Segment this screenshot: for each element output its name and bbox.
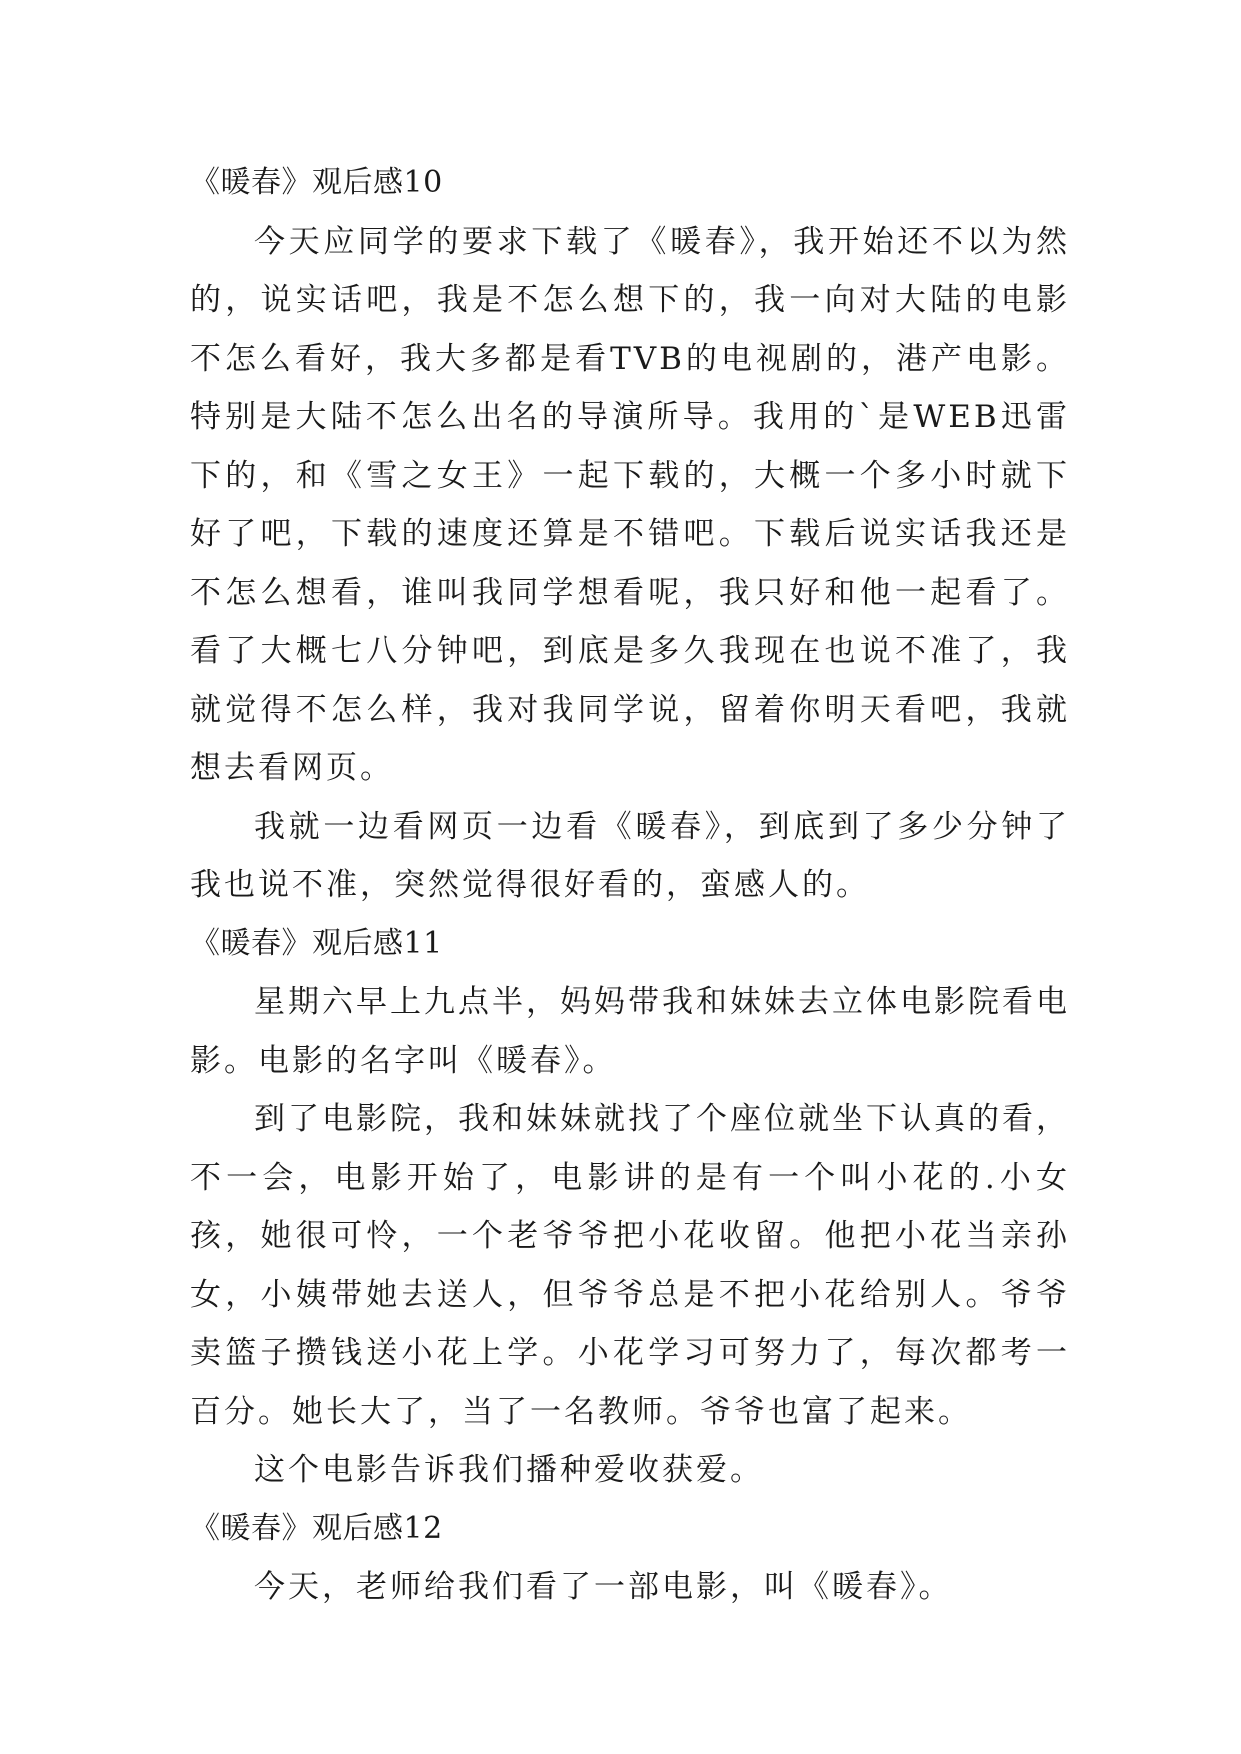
paragraph: 星期六早上九点半，妈妈带我和妹妹去立体电影院看电影。电影的名字叫《暖春》。 xyxy=(190,984,1070,1079)
section-heading-10: 《暖春》观后感10 xyxy=(190,165,443,200)
paragraph: 这个电影告诉我们播种爱收获爱。 xyxy=(254,1452,764,1488)
paragraph: 今天，老师给我们看了一部电影，叫《暖春》。 xyxy=(254,1569,953,1605)
paragraph: 今天应同学的要求下载了《暖春》，我开始还不以为然的，说实话吧，我是不怎么想下的，我一向对大陆的电影不怎么看好，我大多都是看TVB的电视剧的，港产电影。特别是大陆不怎么出名的导演所导。我用的`是WEB迅雷下的，和《雪之女王》一起下载的，大概一个多小时就下好了吧，下载的速度还算是不错吧。下载后说实话我还是不怎么想看，谁叫我同学想看呢，我只好和他一起看了。看了大概七八分钟吧，到底是多久我现在也说不准了，我就觉得不怎么样，我对我同学说，留着你明天看吧，我就想去看网页。 xyxy=(190,223,1070,786)
paragraph: 我就一边看网页一边看《暖春》，到底到了多少分钟了我也说不准，突然觉得很好看的，蛮感人的。 xyxy=(190,808,1070,903)
document-body xyxy=(190,154,1070,1617)
paragraph: 到了电影院，我和妹妹就找了个座位就坐下认真的看，不一会，电影开始了，电影讲的是有一个叫小花的.小女孩，她很可怜，一个老爷爷把小花收留。他把小花当亲孙女，小姨带她去送人，但爷爷总是不把小花给别人。爷爷卖篮子攒钱送小花上学。小花学习可努力了，每次都考一百分。她长大了，当了一名教师。爷爷也富了起来。 xyxy=(190,1101,1070,1430)
section-heading-12: 《暖春》观后感12 xyxy=(190,1510,443,1546)
section-heading-11: 《暖春》观后感11 xyxy=(190,925,443,961)
